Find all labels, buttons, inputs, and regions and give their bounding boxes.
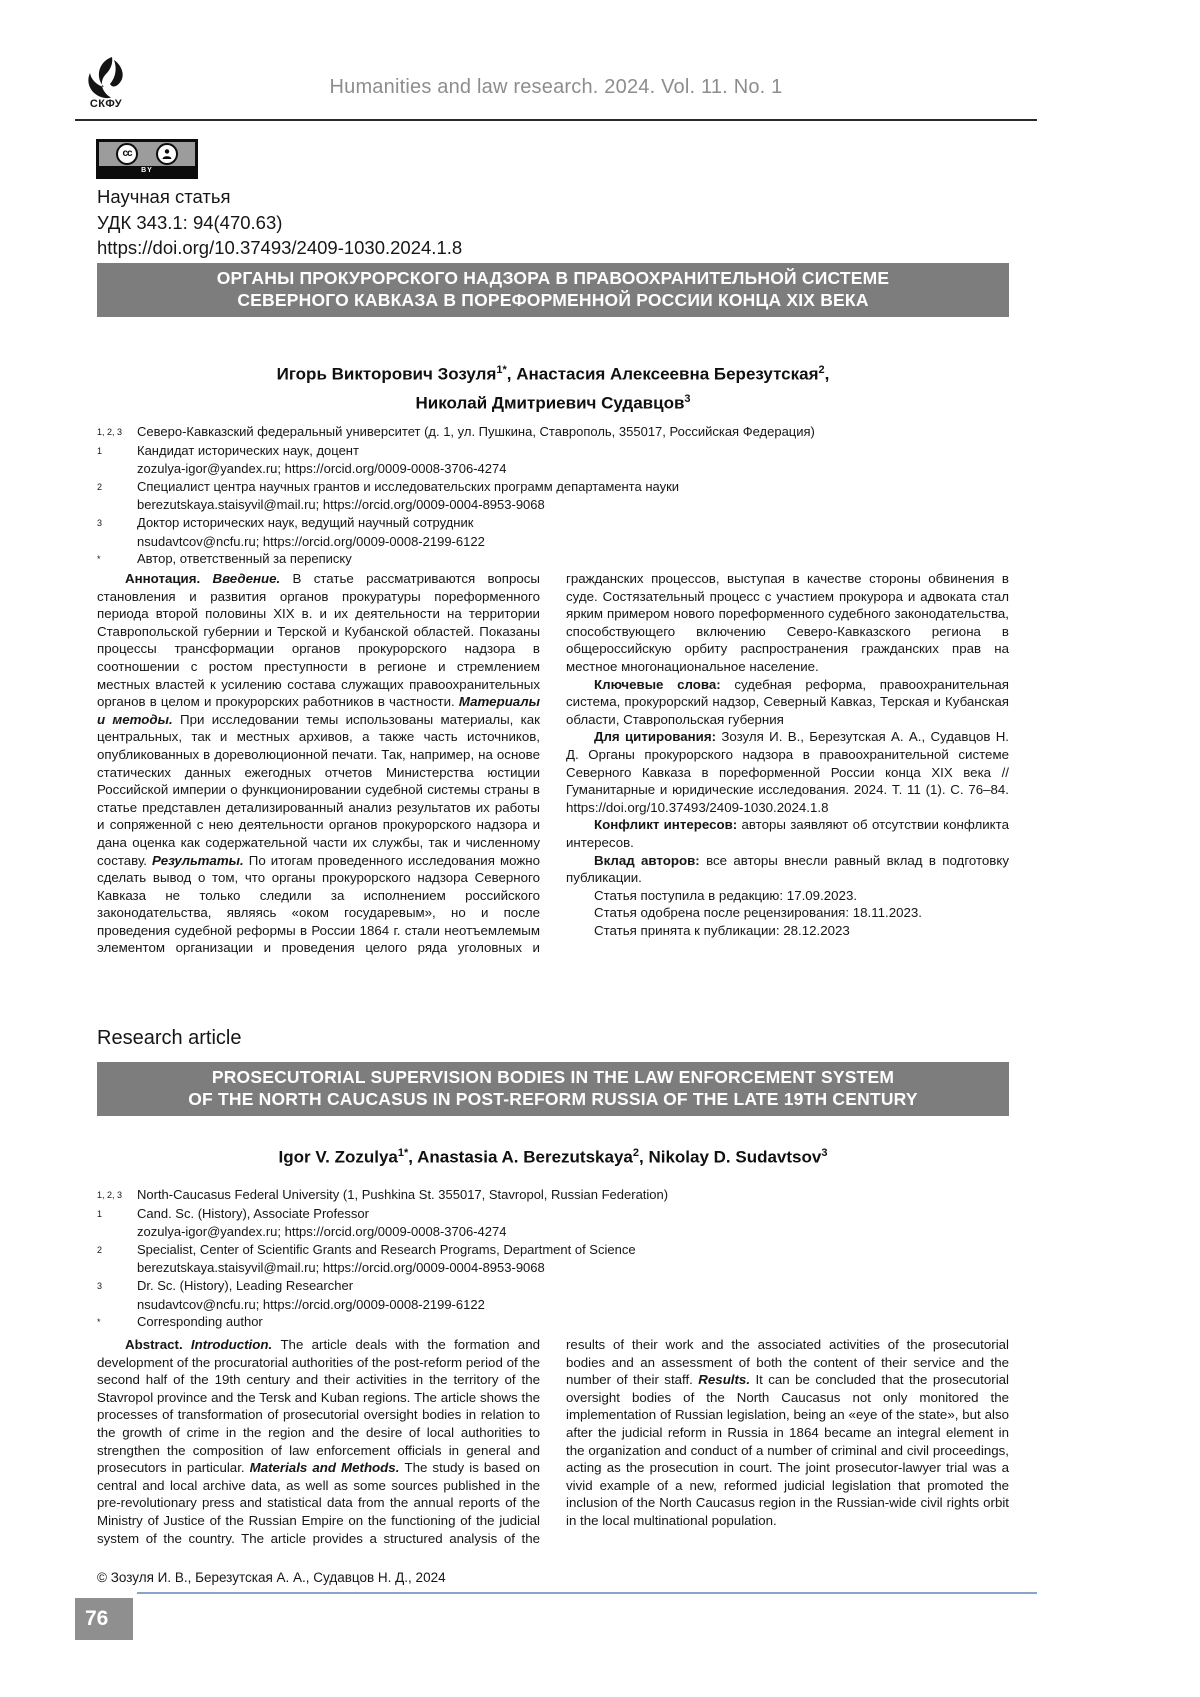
author-affiliation-marker: 2 <box>632 1147 639 1159</box>
author-contact-links[interactable]: zozulya-igor@yandex.ru; https://orcid.org/0009-0008-3706-4274 <box>137 1224 507 1240</box>
introduction-label: Introduction. <box>190 1337 281 1352</box>
author-separator: , <box>824 364 830 384</box>
author-contact-links[interactable]: zozulya-igor@yandex.ru; https://orcid.org/0009-0008-3706-4274 <box>137 461 507 477</box>
affiliation-row <box>97 1259 1009 1277</box>
affiliation-marker: * <box>97 1317 101 1328</box>
author-name: Anastasia A. Berezutskaya <box>417 1147 633 1167</box>
contribution-label: Вклад авторов: <box>594 852 707 868</box>
affiliations-ru <box>97 423 1009 569</box>
citation-ru <box>566 728 1009 816</box>
author-contact-links[interactable]: nsudavtcov@ncfu.ru; https://orcid.org/0009-0008-2199-6122 <box>137 1296 485 1312</box>
header-rule <box>75 119 1037 121</box>
cc-letters: cc <box>122 148 132 159</box>
author-name: Николай Дмитриевич Судавцов <box>415 393 685 413</box>
results-text: It can be concluded that the prosecutorial oversight bodies of the North Caucasus not only monitored the implementation of Russian legislation, being an «eye of the state», but also after the judicial reform in Russia in 1864 became an integral element in the organization and conduct of a number of criminal and civil proceedings, acting as the prosecution in court. The joint prosecutor-lawyer trial was a vivid example of a new, reformed judicial legislation that promoted the inclusion of the North Caucasus region in the Russian-wide civil rights orbit in the local multinational population. <box>566 1372 1009 1528</box>
methods-text: The study is based on central and local archive data, as well as some sources published in the pre-revolutionary press and statistical data from the annual reports of the Ministry of Justice of the Russian Empire on the functioning of the judicial system of the country. The article provides a structured analysis of the results of their work and the associated activities of the prosecutorial bodies and an assessment of both the content of their service and the number of their staff. <box>97 1337 1009 1546</box>
author-name: Nikolay D. Sudavtsov <box>648 1147 822 1167</box>
introduction-text: The article deals with the formation and development of the procuratorial authorities of the post-reform period of the second half of the 19th century and their activities in the territory of the Stavropol province and the Tersk and Kuban regions. The article shows the processes of transformation of prosecutorial oversight bodies in relation to the growth of crime in the region and the desire of local authorities to strengthen the composition of law enforcement officials in general and prosecutors in particular. <box>97 1337 540 1476</box>
introduction-label: Введение. <box>212 571 293 586</box>
keywords-ru <box>566 676 1009 729</box>
title-ru-line1: ОРГАНЫ ПРОКУРОРСКОГО НАДЗОРА В ПРАВООХРАНИТЕЛЬНОЙ СИСТЕМЕ <box>216 268 890 288</box>
author-affiliation-marker: 2 <box>818 364 825 376</box>
affiliation-row <box>97 1241 1009 1260</box>
affiliation-marker <box>97 1259 137 1277</box>
citation-label: Для цитирования: <box>594 729 722 745</box>
affiliation-row <box>97 1205 1009 1224</box>
affiliation-marker: 1, 2, 3 <box>97 427 123 437</box>
author-separator: , <box>506 364 517 384</box>
author-affiliation-marker: 3 <box>684 392 691 405</box>
page-number: 76 <box>75 1598 133 1640</box>
affiliation-marker: 2 <box>97 481 103 492</box>
logo-caption: СКФУ <box>89 98 123 110</box>
authors-en <box>97 1141 1009 1170</box>
abstract-en <box>97 1336 1009 1547</box>
affiliation-row <box>97 1296 1009 1314</box>
affiliation-marker: 3 <box>97 517 103 528</box>
author-separator: , <box>408 1147 418 1167</box>
results-label: Результаты. <box>152 852 249 868</box>
affiliation-marker <box>97 533 137 551</box>
author-name: Igor V. Zozulya <box>278 1147 398 1167</box>
date-received: Статья поступила в редакцию: 17.09.2023. <box>594 887 858 903</box>
title-band-ru <box>97 263 1009 317</box>
affiliation-marker: 3 <box>97 1280 103 1291</box>
results-label: Results. <box>698 1372 756 1388</box>
date-approved: Статья одобрена после рецензирования: 18.11.2023. <box>594 905 922 921</box>
author-affiliation-marker: 3 <box>821 1147 828 1159</box>
citation-text: Зозуля И. В., Березутская А. А., Судавцов Н. Д. Органы прокурорского надзора в правоохранительной системе Северного Кавказа в пореформенной России конца XIX века // Гуманитарные и юридические исследования. 2024. Т. 11 (1). С. 76–84. https://doi.org/10.37493/2409-1030.2024.1.8 <box>566 729 1009 815</box>
affiliation-marker <box>97 460 137 478</box>
title-en-line1: PROSECUTORIAL SUPERVISION BODIES IN THE LAW ENFORCEMENT SYSTEM <box>211 1067 895 1087</box>
introduction-text: В статье рассматриваются вопросы становления и развития органов прокуратуры пореформенного периода второй половины XIX в. и их деятельности на территории Ставропольской губернии и Терской и Кубанской областей. Показаны процессы трансформации органов прокурорского надзора в соотношении с ростом преступности в регионе и стремлением местных властей к усилению состава служащих правоохранительных органов в целом и прокурорских работников в частности. <box>97 571 540 710</box>
affiliation-text: Corresponding author <box>137 1314 263 1330</box>
title-ru-line2: СЕВЕРНОГО КАВКАЗА В ПОРЕФОРМЕННОЙ РОССИИ КОНЦА XIX ВЕКА <box>237 289 869 310</box>
affiliation-row <box>97 496 1009 514</box>
affiliation-marker <box>97 1223 137 1241</box>
contribution-text: все авторы внесли равный вклад в подготовку публикации. <box>566 852 1009 886</box>
title-en-line2: OF THE NORTH CAUCASUS IN POST-REFORM RUSSIA OF THE LATE 19TH CENTURY <box>188 1088 918 1109</box>
article-type-en: Research article <box>97 1027 242 1049</box>
abstract-label: Abstract. <box>125 1337 191 1352</box>
footer-rule <box>137 1592 1037 1594</box>
affiliation-text: Специалист центра научных грантов и исследовательских программ департамента науки <box>137 478 680 494</box>
article-type-ru: Научная статья <box>97 186 231 207</box>
person-icon <box>156 143 178 165</box>
affiliation-row <box>97 460 1009 478</box>
author-separator: , <box>639 1147 649 1167</box>
affiliation-row <box>97 1186 1009 1205</box>
journal-title: Humanities and law research. 2024. Vol. 11. No. 1 <box>329 76 783 98</box>
copyright-line: © Зозуля И. В., Березутская А. А., Судавцов Н. Д., 2024 <box>97 1570 446 1585</box>
authors-contribution <box>566 852 1009 887</box>
cc-logo-icon <box>116 143 138 165</box>
authors-ru <box>97 358 1009 415</box>
affiliation-text: Кандидат исторических наук, доцент <box>137 442 359 458</box>
affiliation-row <box>97 1313 1009 1332</box>
author-name: Анастасия Алексеевна Березутская <box>516 364 819 384</box>
title-band-en <box>97 1062 1009 1116</box>
methods-label: Материалы и методы. <box>97 694 540 727</box>
affiliation-text: Cand. Sc. (History), Associate Professor <box>137 1205 369 1221</box>
keywords-text: судебная реформа, правоохранительная система, прокурорский надзор, Северный Кавказ, Терская и Кубанская области, Ставропольская губерния <box>566 676 1009 727</box>
author-affiliation-marker: 1* <box>496 364 507 376</box>
affiliation-row <box>97 478 1009 497</box>
cc-by-label: BY <box>99 166 195 176</box>
affiliation-text: Северо-Кавказский федеральный университет (д. 1, ул. Пушкина, Ставрополь, 355017, Российская Федерация) <box>137 424 815 439</box>
affiliation-row <box>97 550 1009 569</box>
affiliation-marker: * <box>97 554 101 565</box>
affiliation-row <box>97 533 1009 551</box>
author-affiliation-marker: 1* <box>397 1147 409 1159</box>
author-name: Игорь Викторович Зозуля <box>276 364 497 384</box>
affiliation-marker: 2 <box>97 1244 103 1255</box>
affiliation-text: North-Caucasus Federal University (1, Pushkina St. 355017, Stavropol, Russian Federation) <box>137 1187 669 1202</box>
results-text: По итогам проведенного исследования можно сделать вывод о том, что органы прокурорского надзора Северного Кавказа не только следили за исполнением российского законодательства, являясь «оком государевым», но и после проведения судебной реформы в России 1864 г. стали неотъемлемым элементом организации и проведения целого ряда уголовных и гражданских процессов, выступая в качестве стороны обвинения в суде. Состязательный процесс с участием прокурора и адвоката стал ярким примером нового пореформенного судебного законодательства, способствующего включению Северо-Кавказского региона в общероссийскую орбиту распространения гражданских прав на местное многонациональное население. <box>97 571 1009 956</box>
affiliation-text: Автор, ответственный за переписку <box>137 551 352 567</box>
affiliation-row <box>97 1223 1009 1241</box>
author-contact-links[interactable]: berezutskaya.staisyvil@mail.ru; https://orcid.org/0009-0004-8953-9068 <box>137 497 545 513</box>
affiliation-marker: 1, 2, 3 <box>97 1190 123 1200</box>
keywords-label: Ключевые слова: <box>594 676 735 692</box>
abstract-ru <box>97 570 1009 957</box>
affiliation-text: Specialist, Center of Scientific Grants and Research Programs, Department of Science <box>137 1241 636 1257</box>
abstract-label: Аннотация. <box>125 571 213 586</box>
affiliation-row <box>97 514 1009 533</box>
article-meta <box>97 184 462 261</box>
doi-link[interactable]: https://doi.org/10.37493/2409-1030.2024.1.8 <box>97 237 463 258</box>
date-accepted: Статья принята к публикации: 28.12.2023 <box>594 922 850 938</box>
methods-label: Materials and Methods. <box>249 1460 405 1476</box>
affiliation-row <box>97 442 1009 461</box>
author-contact-links[interactable]: nsudavtcov@ncfu.ru; https://orcid.org/0009-0008-2199-6122 <box>137 533 485 549</box>
author-contact-links[interactable]: berezutskaya.staisyvil@mail.ru; https://orcid.org/0009-0004-8953-9068 <box>137 1260 545 1276</box>
conflict-label: Конфликт интересов: <box>594 817 742 833</box>
abstract-paragraph-en <box>97 1336 1009 1547</box>
affiliations-en <box>97 1186 1009 1332</box>
conflict-text: авторы заявляют об отсутствии конфликта интересов. <box>566 817 1009 850</box>
methods-text: При исследовании темы использованы материалы, как центральных, так и местных архивов, а также часть источников, опубликованных в дореволюционной печати. Так, например, на основе статических данных ежегодных отчетов Министерства юстиции Российской империи о функционировании судебной системы страны в статье представлен детализированный анализ результатов их работы и сопряженной с нею деятельности органов прокурорского надзора и дана оценка как содержательной части их службы, так и численному составу. <box>97 711 540 868</box>
udc-code: УДК 343.1: 94(470.63) <box>97 211 283 233</box>
affiliation-row <box>97 1277 1009 1296</box>
cc-badge-row <box>99 142 195 166</box>
affiliation-row <box>97 423 1009 442</box>
conflict-of-interest <box>566 816 1009 851</box>
affiliation-text: Dr. Sc. (History), Leading Researcher <box>137 1277 354 1293</box>
affiliation-marker <box>97 496 137 514</box>
affiliation-marker: 1 <box>97 1208 103 1219</box>
affiliation-text: Доктор исторических наук, ведущий научный сотрудник <box>137 514 474 530</box>
cc-by-license-badge[interactable] <box>96 139 198 179</box>
affiliation-marker <box>97 1296 137 1314</box>
affiliation-marker: 1 <box>97 445 103 456</box>
